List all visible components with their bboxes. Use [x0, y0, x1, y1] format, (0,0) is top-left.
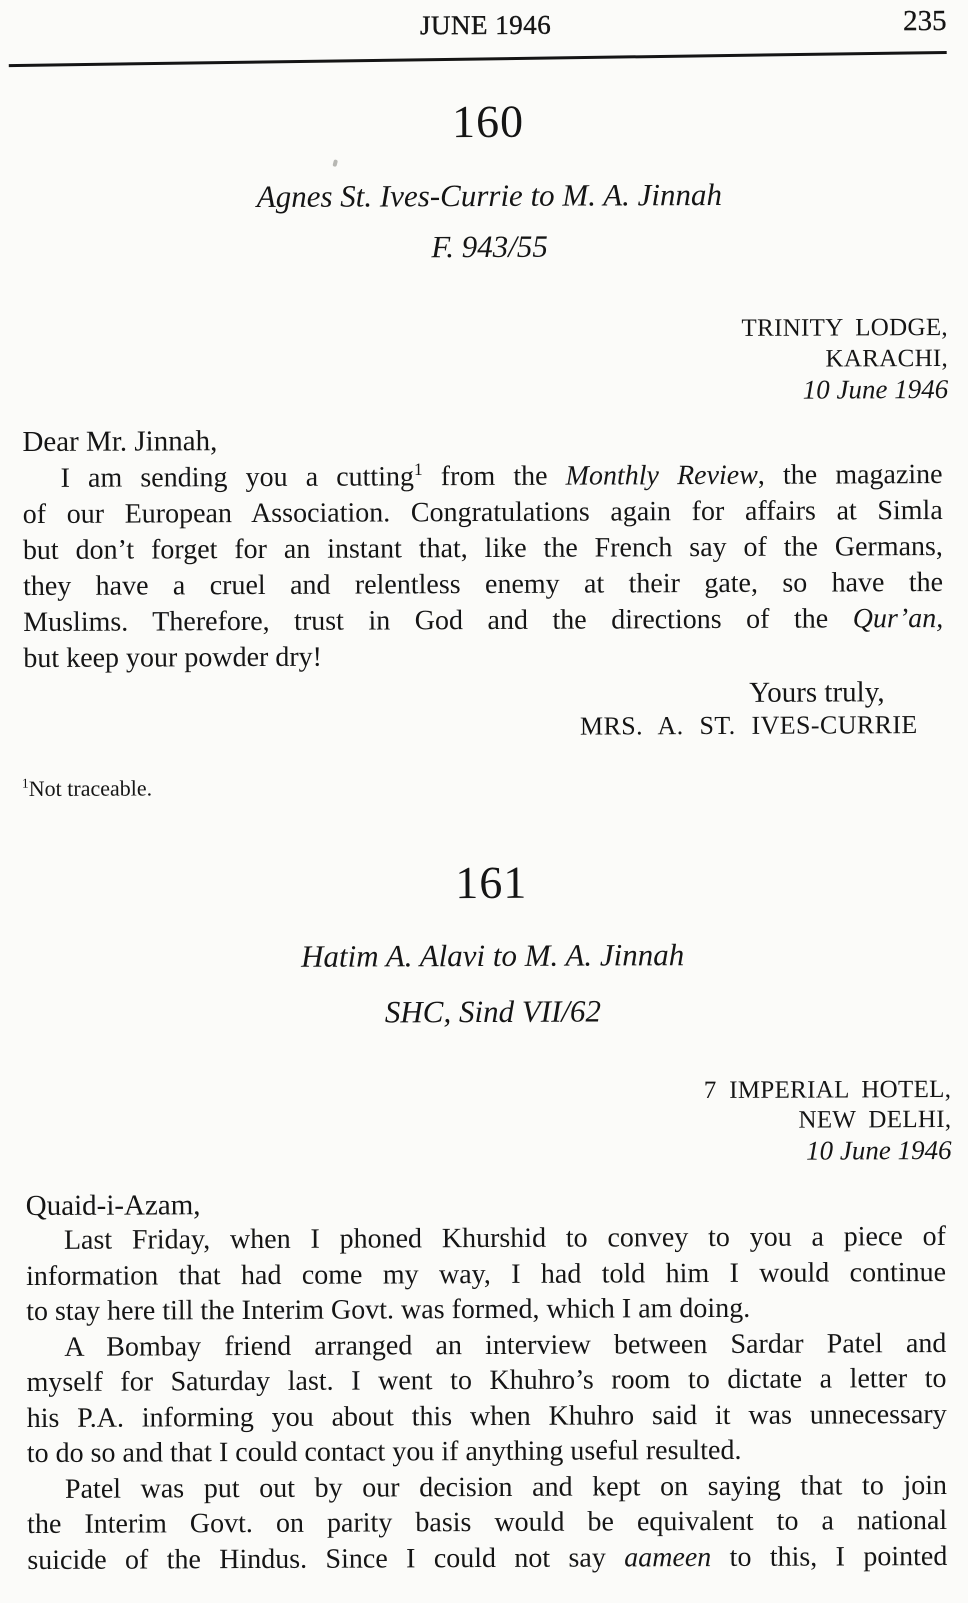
- text-line: to stay here till the Interim Govt. was formed, which I am doing.: [26, 1292, 751, 1328]
- address-date: 10 June 1946: [802, 373, 949, 405]
- text-line: but keep your powder dry!: [23, 641, 323, 675]
- address-date: 10 June 1946: [805, 1134, 952, 1166]
- letter-160-closing: Yours truly,: [749, 676, 885, 709]
- letter-160-heading: Agnes St. Ives-Currie to M. A. Jinnah: [256, 176, 723, 214]
- scan-artifact: [332, 159, 338, 167]
- letter-161-body: [26, 1219, 948, 1578]
- text-line: I am sending you a cutting$^1$ from the Monthly Review, the magazine: [60, 458, 943, 494]
- letter-161-reference: SHC, Sind VII/62: [384, 993, 602, 1030]
- text-line: Muslims. Therefore, trust in God and the directions of the Qur’an,: [23, 602, 944, 639]
- letter-160-address: [741, 312, 948, 406]
- text-line: but don’t forget for an instant that, like the French say of the Germans,: [22, 530, 943, 567]
- paragraph: [23, 457, 944, 677]
- text-line: to do so and that I could contact you if anything useful resulted.: [26, 1434, 742, 1470]
- paragraph: [26, 1325, 947, 1471]
- letter-160-salutation: Dear Mr. Jinnah,: [22, 425, 218, 459]
- header-rule: [9, 51, 947, 67]
- text-line: A Bombay friend arranged an interview between Sardar Patel and: [64, 1327, 947, 1363]
- footnote-text: Not traceable.: [28, 775, 153, 801]
- letter-160-footnote: [22, 775, 152, 802]
- address-line: KARACHI,: [825, 344, 949, 373]
- address-line: NEW DELHI,: [798, 1105, 952, 1134]
- text-line: of our European Association. Congratulations again for affairs at Simla: [22, 494, 943, 531]
- address-line: 7 IMPERIAL HOTEL,: [703, 1075, 952, 1105]
- letter-160-signature: MRS. A. ST. IVES-CURRIE: [579, 710, 918, 741]
- letter-161-number: 161: [455, 856, 528, 909]
- letter-160-reference: F. 943/55: [431, 228, 548, 265]
- text-line: suicide of the Hindus. Since I could not say aameen to this, I pointed: [27, 1540, 948, 1576]
- page-number: 235: [903, 4, 947, 38]
- text-line: myself for Saturday last. I went to Khuhro’s room to dictate a letter to: [26, 1362, 947, 1399]
- letter-160-body: [23, 457, 944, 677]
- address-line: TRINITY LODGE,: [741, 313, 948, 342]
- paragraph: [27, 1467, 947, 1578]
- text-line: they have a cruel and relentless enemy at their gate, so have the: [22, 566, 944, 603]
- letter-161-heading: Hatim A. Alavi to M. A. Jinnah: [301, 937, 685, 974]
- text-line: his P.A. informing you about this when Khuhro said it was unnecessary: [26, 1398, 947, 1434]
- text-line: Last Friday, when I phoned Khurshid to convey to you a piece of: [63, 1220, 946, 1256]
- footnote-marker: 1: [21, 775, 29, 791]
- text-line: the Interim Govt. on parity basis would be equivalent to a national: [27, 1504, 948, 1541]
- paragraph: [26, 1219, 946, 1330]
- letter-161-address: [704, 1075, 952, 1167]
- letter-160-number: 160: [451, 95, 525, 148]
- letter-161-salutation: Quaid-i-Azam,: [25, 1189, 201, 1223]
- running-header: JUNE 1946: [419, 9, 552, 41]
- text-line: Patel was put out by our decision and kept on saying that to join: [64, 1469, 948, 1505]
- text-line: information that had come my way, I had told him I would continue: [25, 1256, 947, 1292]
